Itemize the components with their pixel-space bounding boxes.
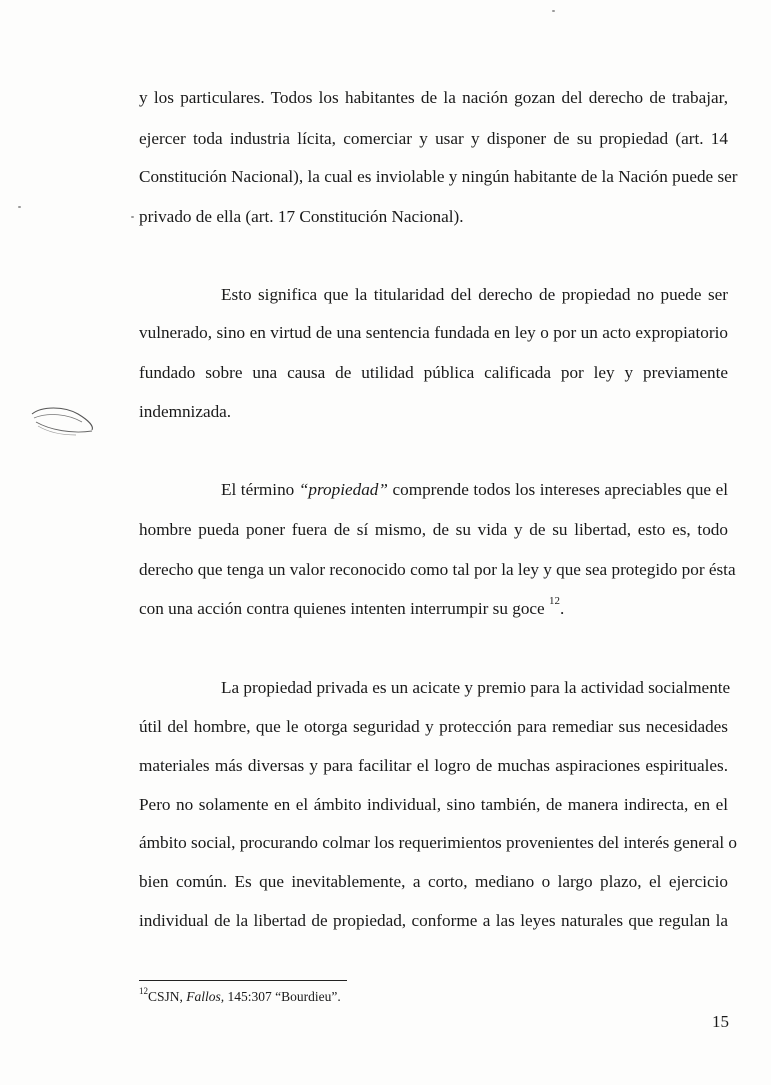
paragraph-2-line-2: vulnerado, sino en virtud de una sentencia fundada en ley o por un acto expropiatorio — [139, 323, 728, 342]
footnote-reference: 12 — [548, 595, 560, 608]
paragraph-2-line-1: Esto significa que la titularidad del derecho de propiedad no puede ser — [221, 285, 728, 304]
paragraph-3-line-1-start: El término — [221, 480, 299, 499]
paragraph-1-line-2: ejercer toda industria lícita, comerciar y usar y disponer de su propiedad (art. 14 — [139, 129, 728, 148]
paragraph-4-line-7: individual de la libertad de propiedad, conforme a las leyes naturales que regulan la — [139, 911, 728, 930]
paragraph-3-line-4-text: con una acción contra quienes intenten interrumpir su goce — [139, 599, 549, 618]
footnote-separator — [139, 980, 347, 981]
paragraph-3-line-4 — [139, 595, 728, 619]
paragraph-2-line-4: indemnizada. — [139, 402, 232, 421]
paragraph-1-line-1: y los particulares. Todos los habitantes de la nación gozan del derecho de trabajar, — [139, 88, 728, 107]
paragraph-4-line-2: útil del hombre, que le otorga seguridad y protección para remediar sus necesidades — [139, 717, 728, 736]
page-number: 15 — [712, 1012, 729, 1031]
paragraph-2-line-3: fundado sobre una causa de utilidad pública calificada por ley y previamente — [139, 363, 728, 382]
paragraph-3-line-2: hombre pueda poner fuera de sí mismo, de su vida y de su libertad, esto es, todo — [139, 520, 728, 539]
paragraph-3-line-1 — [221, 480, 728, 500]
paragraph-4-line-5: ámbito social, procurando colmar los requerimientos provenientes del interés general o — [139, 833, 738, 852]
paragraph-3-line-4-end: . — [559, 599, 565, 618]
paragraph-4-line-3: materiales más diversas y para facilitar el logro de muchas aspiraciones espirituales. — [139, 756, 728, 775]
paragraph-4-line-1: La propiedad privada es un acicate y premio para la actividad socialmente — [221, 678, 731, 697]
paragraph-4-line-6: bien común. Es que inevitablemente, a corto, mediano o largo plazo, el ejercicio — [139, 872, 728, 891]
paragraph-1-line-3: Constitución Nacional), la cual es inviolable y ningún habitante de la Nación puede ser — [139, 167, 738, 186]
footnote-number: 12 — [139, 985, 148, 996]
margin-scribble-mark — [28, 400, 100, 440]
emphasized-term: “propiedad” — [298, 480, 388, 499]
footnote-italic: Fallos, — [186, 989, 225, 1004]
paragraph-4-line-4: Pero no solamente en el ámbito individual, sino también, de manera indirecta, en el — [139, 795, 728, 814]
footnote-source: CSJN, — [148, 989, 187, 1004]
footnote-citation: 145:307 “Bourdieu”. — [224, 989, 341, 1004]
scan-speck — [552, 10, 555, 12]
footnote — [139, 985, 341, 1006]
scan-speck — [131, 216, 134, 218]
scan-speck — [18, 206, 21, 208]
paragraph-1-line-4: privado de ella (art. 17 Constitución Nacional). — [139, 207, 464, 226]
paragraph-3-line-1-end: comprende todos los intereses apreciables que el — [387, 480, 728, 499]
paragraph-3-line-3: derecho que tenga un valor reconocido como tal por la ley y que sea protegido por ésta — [139, 560, 736, 579]
